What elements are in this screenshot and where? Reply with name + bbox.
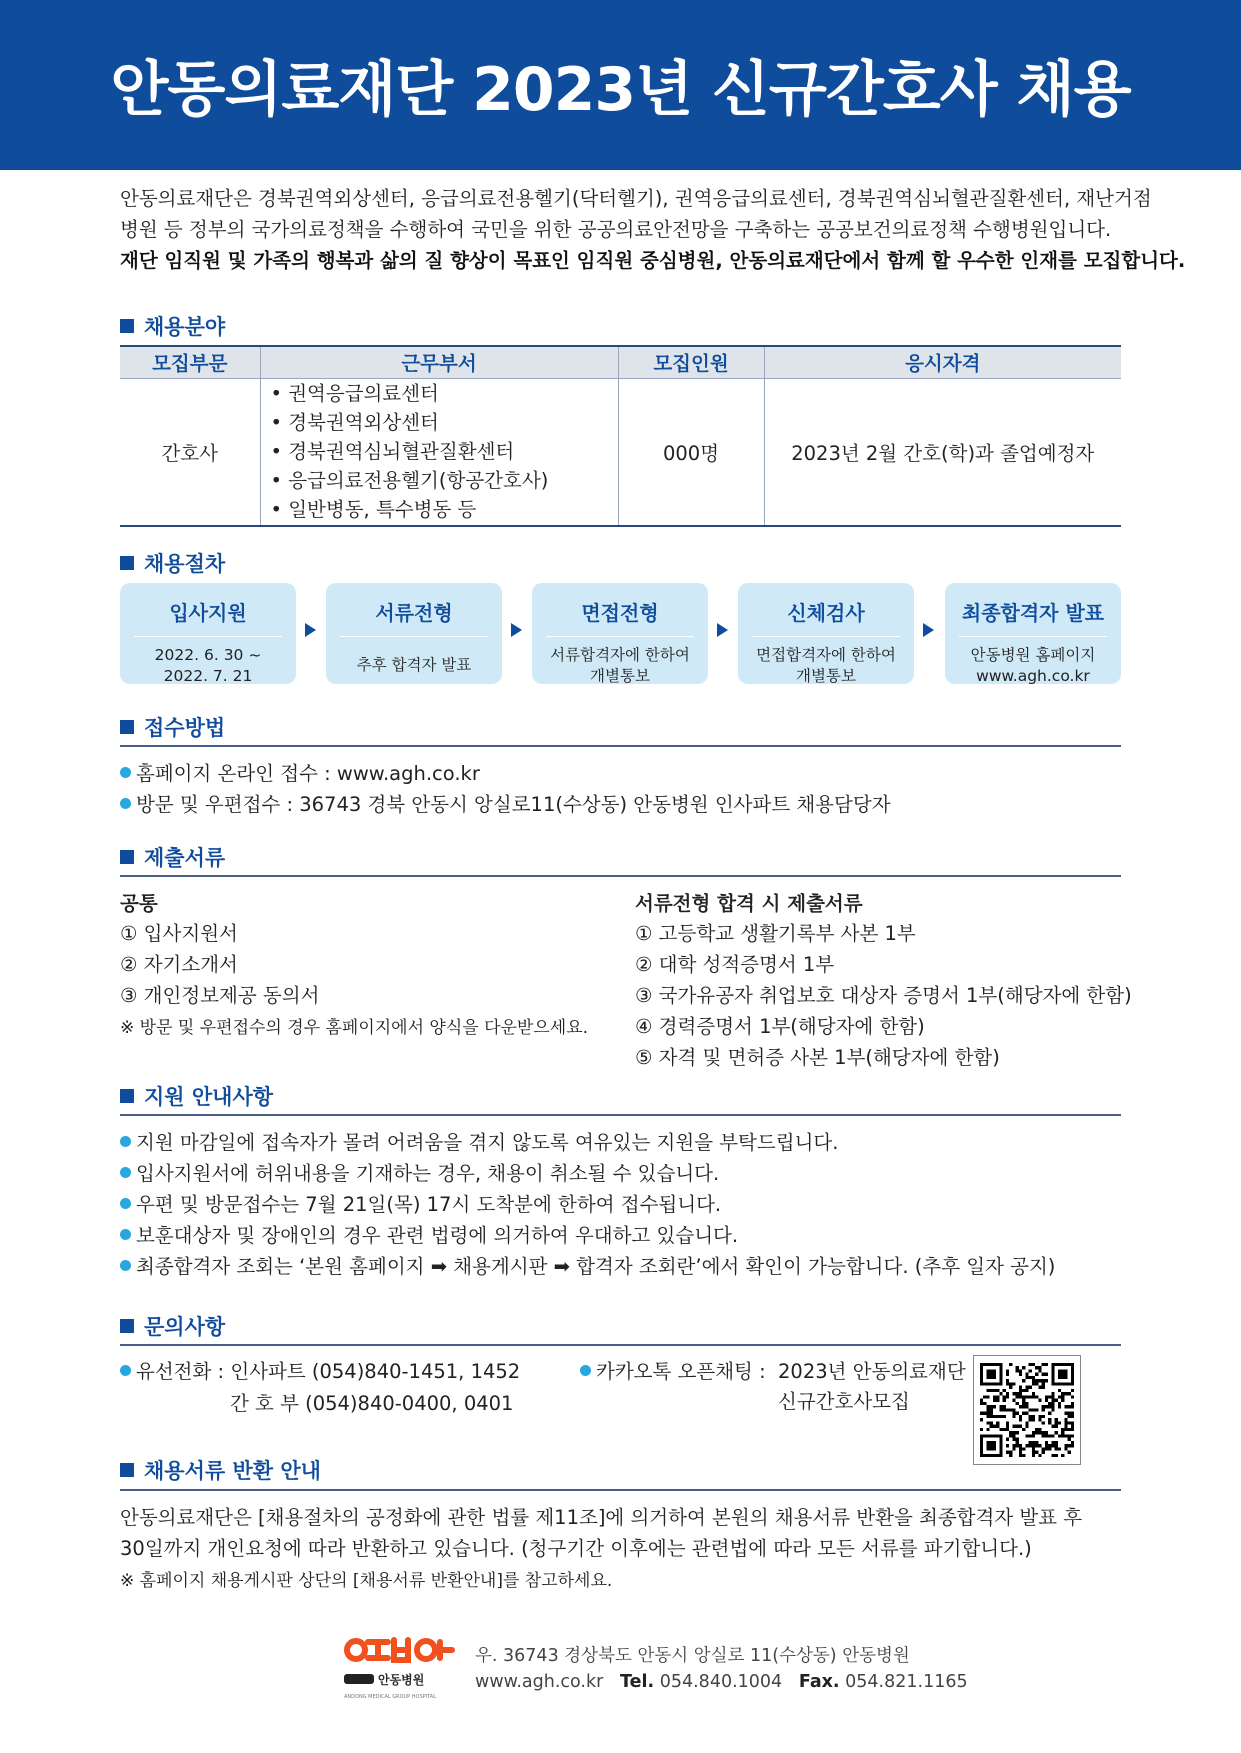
table-cell-departments: [260, 378, 618, 526]
section-divider: [120, 1344, 1121, 1346]
process-flow: [120, 583, 1121, 684]
recruit-table: [120, 345, 1121, 527]
list-item: ④ 경력증명서 1부(해당자에 한함): [635, 1015, 925, 1038]
table-header: 응시자격: [764, 346, 1121, 378]
process-step-desc: 추후 합격자 발표: [356, 656, 472, 674]
kakao-channel-name: 신규간호사모집: [778, 1390, 910, 1413]
table-cell-count: 000명: [618, 378, 764, 526]
tel-label: Tel.: [620, 1672, 655, 1692]
fax-label: Fax.: [798, 1672, 840, 1692]
list-item: ① 고등학교 생활기록부 사본 1부: [635, 922, 916, 945]
footer-address: 우. 36743 경상북도 안동시 앙실로 11(수상동) 안동병원: [475, 1646, 910, 1666]
intro-line: 병원 등 정부의 국가의료정책을 수행하여 국민을 위한 공공의료안전망을 구축하는 공공보건의료정책 수행병원입니다.: [120, 218, 1112, 241]
section-title-guide: 지원 안내사항: [120, 1081, 273, 1111]
docs-common-title: 공통: [120, 892, 158, 915]
list-item: 지원 마감일에 접속자가 몰려 어려움을 겪지 않도록 여유있는 지원을 부탁드립니다.: [120, 1127, 838, 1155]
return-text: 안동의료재단은 [채용절차의 공정화에 관한 법률 제11조]에 의거하여 본원의 채용서류 반환을 최종합격자 발표 후: [120, 1506, 1083, 1529]
square-bullet-icon: [120, 319, 134, 333]
bullet-dot-icon: [120, 1365, 131, 1376]
list-item: 최종합격자 조회는 ‘본원 홈페이지 ➡ 채용게시판 ➡ 합격자 조회란’에서 확인이 가능합니다. (추후 일자 공지): [120, 1251, 1055, 1279]
svg-text:안동병원: 안동병원: [378, 1673, 425, 1687]
process-step-title: 신체검사: [752, 597, 900, 637]
process-step-desc: 면접합격자에 한하여: [756, 646, 896, 664]
arrow-right-icon: [305, 623, 316, 637]
list-item: ⑤ 자격 및 면허증 사본 1부(해당자에 한함): [635, 1046, 1000, 1069]
intro-line: 안동의료재단은 경북권역외상센터, 응급의료전용헬기(닥터헬기), 권역응급의료센터, 경북권역심뇌혈관질환센터, 재난거점: [120, 187, 1152, 210]
kakao-channel-name: 2023년 안동의료재단: [778, 1360, 966, 1383]
section-title-recruit: 채용분야: [120, 311, 225, 341]
process-step: [326, 583, 502, 684]
svg-text:ANDONG MEDICAL GROUP HOSPITAL: ANDONG MEDICAL GROUP HOSPITAL: [344, 1694, 437, 1700]
process-step-desc: 개별통보: [590, 667, 650, 685]
process-step-desc: 안동병원 홈페이지: [970, 646, 1096, 664]
table-header: 근무부서: [260, 346, 618, 378]
section-divider: [120, 875, 1121, 877]
square-bullet-icon: [120, 850, 134, 864]
square-bullet-icon: [120, 1319, 134, 1333]
bullet-dot-icon: [120, 1260, 131, 1271]
section-divider: [120, 1489, 1121, 1491]
return-text: 30일까지 개인요청에 따라 반환하고 있습니다. (청구기간 이후에는 관련법에 따라 모든 서류를 파기합니다.): [120, 1537, 1032, 1560]
process-step-desc: www.agh.co.kr: [976, 667, 1090, 685]
list-item: ② 자기소개서: [120, 953, 238, 976]
department-item: • 권역응급의료센터: [270, 382, 439, 406]
bullet-dot-icon: [120, 1136, 131, 1147]
process-step-title: 최종합격자 발표: [959, 597, 1107, 637]
section-title-docs: 제출서류: [120, 842, 225, 872]
arrow-right-icon: [511, 623, 522, 637]
section-title-return: 채용서류 반환 안내: [120, 1455, 321, 1485]
intro-text: [120, 183, 1186, 276]
bullet-dot-icon: [580, 1365, 591, 1376]
return-note: ※ 홈페이지 채용게시판 상단의 [채용서류 반환안내]를 참고하세요.: [120, 1571, 613, 1591]
arrow-right-icon: [923, 623, 934, 637]
process-step-desc: 서류합격자에 한하여: [550, 646, 690, 664]
section-divider: [120, 745, 1121, 747]
bullet-dot-icon: [120, 767, 131, 778]
intro-line-bold: 재단 임직원 및 가족의 행복과 삶의 질 향상이 목표인 임직원 중심병원, 안동의료재단에서 함께 할 우수한 인재를 모집합니다.: [120, 249, 1186, 272]
list-item: 입사지원서에 허위내용을 기재하는 경우, 채용이 취소될 수 있습니다.: [120, 1158, 719, 1186]
footer-website-link[interactable]: www.agh.co.kr: [475, 1672, 604, 1692]
department-item: • 응급의료전용헬기(항공간호사): [270, 469, 549, 493]
docs-pass-title: 서류전형 합격 시 제출서류: [635, 892, 863, 915]
footer-contact: [475, 1672, 968, 1692]
process-step: [945, 583, 1121, 684]
department-item: • 경북권역외상센터: [270, 411, 439, 435]
table-header: 모집인원: [618, 346, 764, 378]
process-step-title: 면접전형: [546, 597, 694, 637]
page-title: 안동의료재단 2023년 신규간호사 채용: [110, 55, 1131, 125]
footer-tel: 054.840.1004: [659, 1672, 783, 1692]
bullet-dot-icon: [120, 798, 131, 809]
footer-fax: 054.821.1165: [845, 1672, 968, 1692]
section-title-contact: 문의사항: [120, 1311, 225, 1341]
section-title-apply: 접수방법: [120, 712, 225, 742]
table-header: 모집부문: [120, 346, 260, 378]
section-divider: [120, 1114, 1121, 1116]
docs-note: ※ 방문 및 우편접수의 경우 홈페이지에서 양식을 다운받으세요.: [120, 1018, 589, 1038]
process-step: [738, 583, 914, 684]
list-item: 보훈대상자 및 장애인의 경우 관련 법령에 의거하여 우대하고 있습니다.: [120, 1220, 738, 1248]
section-title-process: 채용절차: [120, 548, 225, 578]
list-item: ③ 개인정보제공 동의서: [120, 984, 320, 1007]
contact-kakao: 카카오톡 오픈채팅 :: [580, 1356, 766, 1384]
process-step: [120, 583, 296, 684]
hospital-logo: [340, 1632, 458, 1702]
table-cell-qualification: 2023년 2월 간호(학)과 졸업예정자: [764, 378, 1121, 526]
list-item: ① 입사지원서: [120, 922, 238, 945]
table-row: [120, 378, 1121, 526]
header-banner: [0, 0, 1241, 170]
list-item: 홈페이지 온라인 접수 : www.agh.co.kr: [120, 758, 480, 786]
square-bullet-icon: [120, 556, 134, 570]
bullet-dot-icon: [120, 1198, 131, 1209]
list-item: ③ 국가유공자 취업보호 대상자 증명서 1부(해당자에 한함): [635, 984, 1132, 1007]
list-item: 우편 및 방문접수는 7월 21일(목) 17시 도착분에 한하여 접수됩니다.: [120, 1189, 721, 1217]
bullet-dot-icon: [120, 1229, 131, 1240]
process-step-desc: 2022. 6. 30 ~: [154, 646, 262, 664]
process-step-title: 입사지원: [134, 597, 282, 637]
process-step-title: 서류전형: [340, 597, 488, 637]
square-bullet-icon: [120, 1463, 134, 1477]
list-item: 방문 및 우편접수 : 36743 경북 안동시 앙실로11(수상동) 안동병원 인사파트 채용담당자: [120, 789, 891, 817]
qr-code-icon[interactable]: [973, 1355, 1081, 1465]
square-bullet-icon: [120, 720, 134, 734]
contact-phone-line2: 간 호 부 (054)840-0400, 0401: [230, 1392, 514, 1415]
square-bullet-icon: [120, 1089, 134, 1103]
contact-phone: 유선전화 : 인사파트 (054)840-1451, 1452: [120, 1356, 520, 1384]
department-item: • 일반병동, 특수병동 등: [270, 498, 477, 522]
process-step-desc: 2022. 7. 21: [163, 667, 253, 685]
process-step-desc: 개별통보: [796, 667, 856, 685]
hospital-logo-mark-icon: [340, 1632, 458, 1702]
table-cell-category: 간호사: [120, 378, 260, 526]
department-item: • 경북권역심뇌혈관질환센터: [270, 440, 515, 464]
arrow-right-icon: [717, 623, 728, 637]
list-item: ② 대학 성적증명서 1부: [635, 953, 835, 976]
bullet-dot-icon: [120, 1167, 131, 1178]
process-step: [532, 583, 708, 684]
